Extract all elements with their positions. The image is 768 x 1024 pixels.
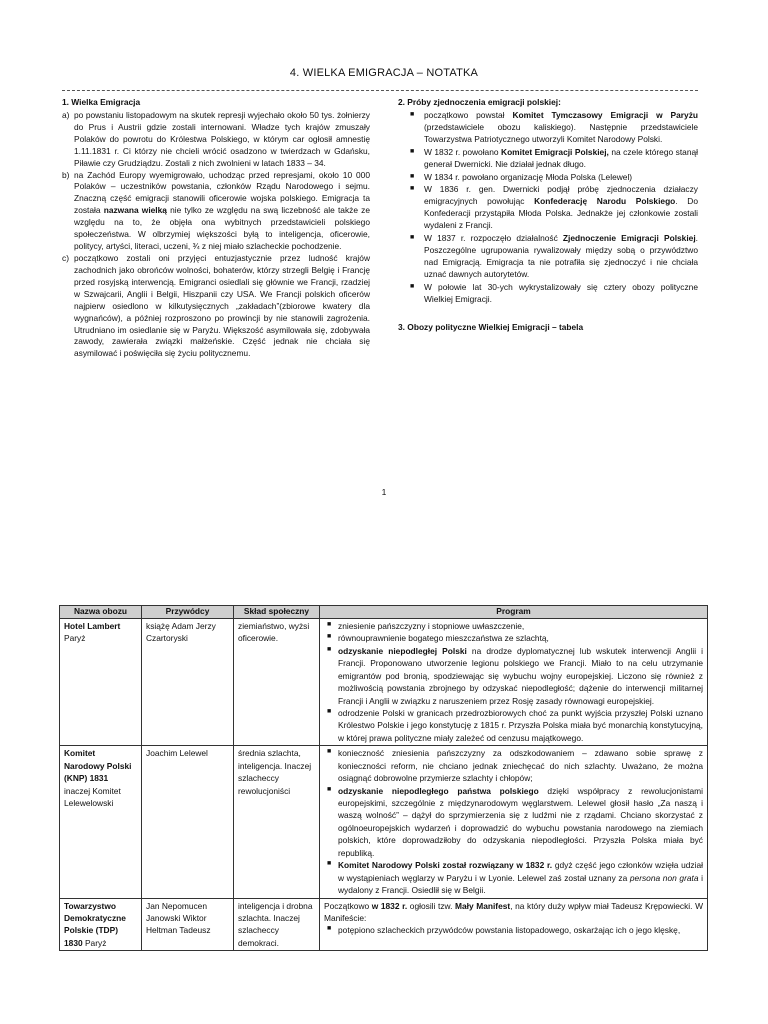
program-item [324, 785, 703, 860]
program-item [324, 645, 703, 707]
list-text: W 1836 r. gen. Dwernicki podjął próbę zjednoczenia działaczy emigracyjnych powołując [424, 184, 698, 207]
leaders-cell: Jan Nepomucen Janowski Wiktor Heltman Tadeusz [142, 898, 234, 951]
social-cell: średnia szlachta, inteligencja. Inaczej szlacheccy rewolucjoniści [234, 746, 320, 898]
camp-name-cell [60, 618, 142, 745]
program-text: potępiono szlacheckich przywódców powstania listopadowego, oskarżając ich o jego klęskę, [338, 925, 681, 936]
program-intro [324, 900, 703, 925]
bullet-icon: ■ [410, 147, 415, 155]
list-text: po powstaniu listopadowym na skutek represji wyjechało około 50 tys. żołnierzy do Prus i Austrii gdzie zostali internowani. Władze tych krajów zmuszały Polaków do powrotu do Królestwa Polskiego, w którym car ogłosił amnestię 1.11.1831 r. Ci którzy nie chcieli wrócić osadzono w twierdzach w Gdańsku, Piławie czy Grudziądzu. Zostali z nich zwolnieni w latach 1833 – 34. [74, 109, 370, 168]
program-text-bold: Komitet Narodowy Polski został rozwiązany w 1832 r. [338, 860, 553, 871]
social-cell: ziemiaństwo, wyżsi oficerowie. [234, 618, 320, 745]
program-text: i wydalony z Francji. Osiedlił się w Belgii. [338, 872, 703, 896]
column-header: Program [320, 606, 708, 619]
camp-name-cell [60, 746, 142, 898]
list-text: W 1837 r. rozpoczęło działalność [424, 233, 563, 244]
list-text: W połowie lat 30-ych wykrystalizowały się cztery obozy polityczne Wielkiej Emigracji. [424, 281, 698, 304]
bullet-icon: ■ [327, 707, 332, 715]
list-text: (przedstawiciele obozu kaliskiego). Następnie przedstawiciele Towarzystwa Patriotycznego utworzyli Komitet Narodowy Polski. [424, 121, 698, 144]
section-heading: 2. Próby zjednoczenia emigracji polskiej: [398, 97, 561, 107]
camp-name: Towarzystwo Demokratyczne Polskie (TDP) [64, 900, 126, 936]
camp-name-cell [60, 898, 142, 951]
list-item [398, 233, 698, 281]
program-text: równouprawnienie bogatego mieszczaństwa ze szlachtą, [338, 633, 549, 644]
list-text: . Poszczególne ugrupowania rywalizowały między sobą o przywództwo nad Emigracją. Emigracja ta nie potrafiła się zjednoczyć i nie chciała uznać dawnych autorytetów. [424, 233, 698, 279]
column-header: Nazwa obozu [60, 606, 142, 619]
title-divider [62, 90, 698, 91]
camp-name: Komitet Narodowy Polski (KNP) 1831 [64, 748, 132, 784]
program-text-bold: w 1832 r. [371, 900, 408, 911]
list-text: W 1832 r. powołano [424, 146, 502, 157]
program-item [324, 707, 703, 744]
list-item [398, 147, 698, 171]
bullet-icon: ■ [327, 633, 332, 641]
page-title: 4. WIELKA EMIGRACJA – NOTATKA [289, 67, 479, 79]
leaders-cell: książę Adam Jerzy Czartoryski [142, 618, 234, 745]
list-item [398, 282, 698, 306]
program-text-italic: persona non grata [629, 872, 699, 883]
camp-year: 1830 [64, 937, 83, 948]
list-marker: b) [62, 169, 70, 180]
list-item [62, 110, 370, 170]
bullet-icon: ■ [410, 185, 415, 193]
program-text: ogłosili tzw. [407, 900, 456, 911]
bullet-icon: ■ [327, 620, 332, 628]
list-text: . Do Konfederacji przystąpiła Młoda Polska. Jednakże jej członkowie zostali wydaleni z Francji. [424, 196, 698, 231]
program-text-bold: odzyskanie niepodległej Polski [338, 645, 467, 656]
list-item [398, 172, 698, 184]
bullet-icon: ■ [327, 748, 332, 756]
program-text: na drodze dyplomatycznej lub wskutek interwencji Anglii i Francji. Proponowano utworzenie legionu polskiego we Francji. Miało to na celu utrzymanie emigrantów pod bronią, spodziewając się wybuchu wojny europejskiej. Liczono się również z możliwością powstania zbrojnego by odzyskać niepodległość; dążenie do interwencji militarnej Francji i Anglii w związku z naruszeniem przez Rosję zasady równowagi europejskiej. [338, 645, 703, 706]
leaders-cell: Joachim Lelewel [142, 746, 234, 898]
bullet-icon: ■ [327, 785, 332, 793]
list-text: początkowo powstał [424, 109, 513, 120]
camp-name: Hotel Lambert [64, 620, 121, 631]
bullet-icon: ■ [327, 925, 332, 933]
program-text: zniesienie pańszczyzny i stopniowe uwłaszczenie, [338, 620, 525, 631]
camp-alias: inaczej Komitet Lelewelowski [64, 785, 121, 809]
camp-location: Paryż [84, 937, 107, 948]
list-marker: a) [62, 109, 70, 120]
program-item [324, 747, 703, 784]
list-text: W 1834 r. powołano organizację Młoda Polska (Lelewel) [424, 171, 633, 182]
column-header: Skład społeczny [234, 606, 320, 619]
unification-list [398, 110, 698, 306]
page-number: 1 [381, 487, 387, 497]
table-row [60, 746, 708, 898]
list-text-bold: Konfederację Narodu Polskiego [534, 196, 676, 207]
table-row [60, 618, 708, 745]
section-heading: 1. Wielka Emigracja [62, 97, 141, 107]
list-text-bold: nazwana wielką [103, 205, 167, 216]
column-header: Przywódcy [142, 606, 234, 619]
table-header-row [60, 606, 708, 619]
bullet-icon: ■ [410, 172, 415, 180]
bullet-icon: ■ [327, 860, 332, 868]
program-item [324, 620, 703, 632]
program-item [324, 632, 703, 644]
list-text-bold: Komitet Tymczasowy Emigracji w Paryżu [512, 109, 698, 120]
list-marker: c) [62, 252, 69, 263]
bullet-icon: ■ [410, 282, 415, 290]
list-text: nie tylko ze względu na swą liczebność ale także ze względu na to, że objęła ona wybitnych przedstawicieli polskiego społeczeństwa. W olbrzymiej większości byłą to inteligencja, oficerowie, politycy, artyści, literaci, uczeni, ¾ z niej miało szlacheckie pochodzenie. [74, 205, 371, 252]
program-text: dzięki współpracy z rewolucjonistami europejskimi, szczególnie z międzynarodowym węglarstwem. Lelewel głosił hasło „Za naszą i waszą wolność” – dążył do sprzymierzenia się z ludźmi nie z rządami. Chciano skorzystać z ogólnoeuropejskich wydarzeń i doprowadzić do wybuchu powstania narodowego na ziemiach polskich, które doprowadziłoby do odzyskania niepodległości. Przyszła Polska miała być republiką. [338, 785, 704, 858]
list-text: na czele którego stanął generał Dwernicki. Nie działał jednak długo. [424, 146, 698, 169]
bullet-icon: ■ [410, 110, 415, 118]
list-item [62, 253, 370, 360]
program-text-bold: Mały Manifest [455, 900, 511, 911]
program-text-bold: odzyskanie niepodległego państwa polskiego [338, 785, 539, 796]
program-item [324, 859, 703, 896]
camp-location: Paryż [64, 633, 86, 644]
program-cell [320, 746, 708, 898]
bullet-icon: ■ [327, 645, 332, 653]
section-heading: 3. Obozy polityczne Wielkiej Emigracji – tabela [398, 321, 584, 332]
list-text-bold: Zjednoczenie Emigracji Polskiej [562, 233, 696, 244]
program-text: Początkowo [324, 900, 372, 911]
list-item [398, 110, 698, 146]
section-proby-zjednoczenia [398, 97, 698, 334]
list-item [398, 184, 698, 232]
table-row [60, 898, 708, 951]
list-text: początkowo zostali oni przyjęci entuzjastycznie przez ludność krajów zachodnich jako obrońców wolności, bohaterów, którzy strzegli Belgię i Francję przed rosyjską interwencją. Emigranci osiedlali się głównie we Francji, rzadziej w Szwajcarii, Anglii i Belgii, Hiszpanii czy USA. We Francji polskich oficerów najpierw osiedlono w kilkutysięcznych „zakładach”(zbiorowe kwatery dla wygnańców), a później rozproszono po prowincji by nie stanowili zagrożenia. Utrudniano im osiedlanie się w Paryżu. Większość asymilowała się, zdobywała zawody, zawierała związki małżeńskie. Część jednak nie chciała się asymilować i poświęciła się życiu politycznemu. [74, 252, 370, 359]
program-item [324, 924, 703, 936]
emigration-list [62, 110, 370, 360]
program-cell [320, 898, 708, 951]
list-item [62, 170, 370, 253]
program-cell [320, 618, 708, 745]
section-wielka-emigracja [62, 97, 370, 360]
program-text: konieczność zniesienia pańszczyzny za odszkodowaniem – zdawano sobie sprawę z konieczności reform, nie chciano jednak zniechęcać do nich szlachty. Uważano, że można osiągnąć dobrowolne przymierze szlachty i chłopów; [338, 748, 703, 784]
list-text-bold: Komitet Emigracji Polskiej, [501, 146, 609, 157]
social-cell: inteligencja i drobna szlachta. Inaczej szlacheccy demokraci. [234, 898, 320, 951]
bullet-icon: ■ [410, 234, 415, 242]
program-text: , na który duży wpływ miał Tadeusz Krępowiecki. W Manifeście: [324, 900, 703, 923]
list-text: na Zachód Europy wyemigrowało, uchodząc przed represjami, około 10 000 Polaków – uczestników powstania, członków Rządu Narodowego i sejmu. Znaczną część emigracji stanowili oficerowie wojska polskiego. Emigracja ta została [74, 169, 370, 216]
program-text: odrodzenie Polski w granicach przedrozbiorowych choć za punkt wyjścia przyszłej Polski uznano Królestwo Polskie i jego konstytucję z 1815 r. Przyszła Polska miała być monarchią konstytucyjną, w której prawa polityczne miały zależeć od cenzusu majątkowego. [338, 707, 703, 743]
program-text: gdyż część jego członków wzięła udział w wystąpieniach węglarzy w Paryżu i w Lyonie. Lelewel zaś został uznany za [338, 860, 703, 883]
camps-table [59, 605, 708, 951]
